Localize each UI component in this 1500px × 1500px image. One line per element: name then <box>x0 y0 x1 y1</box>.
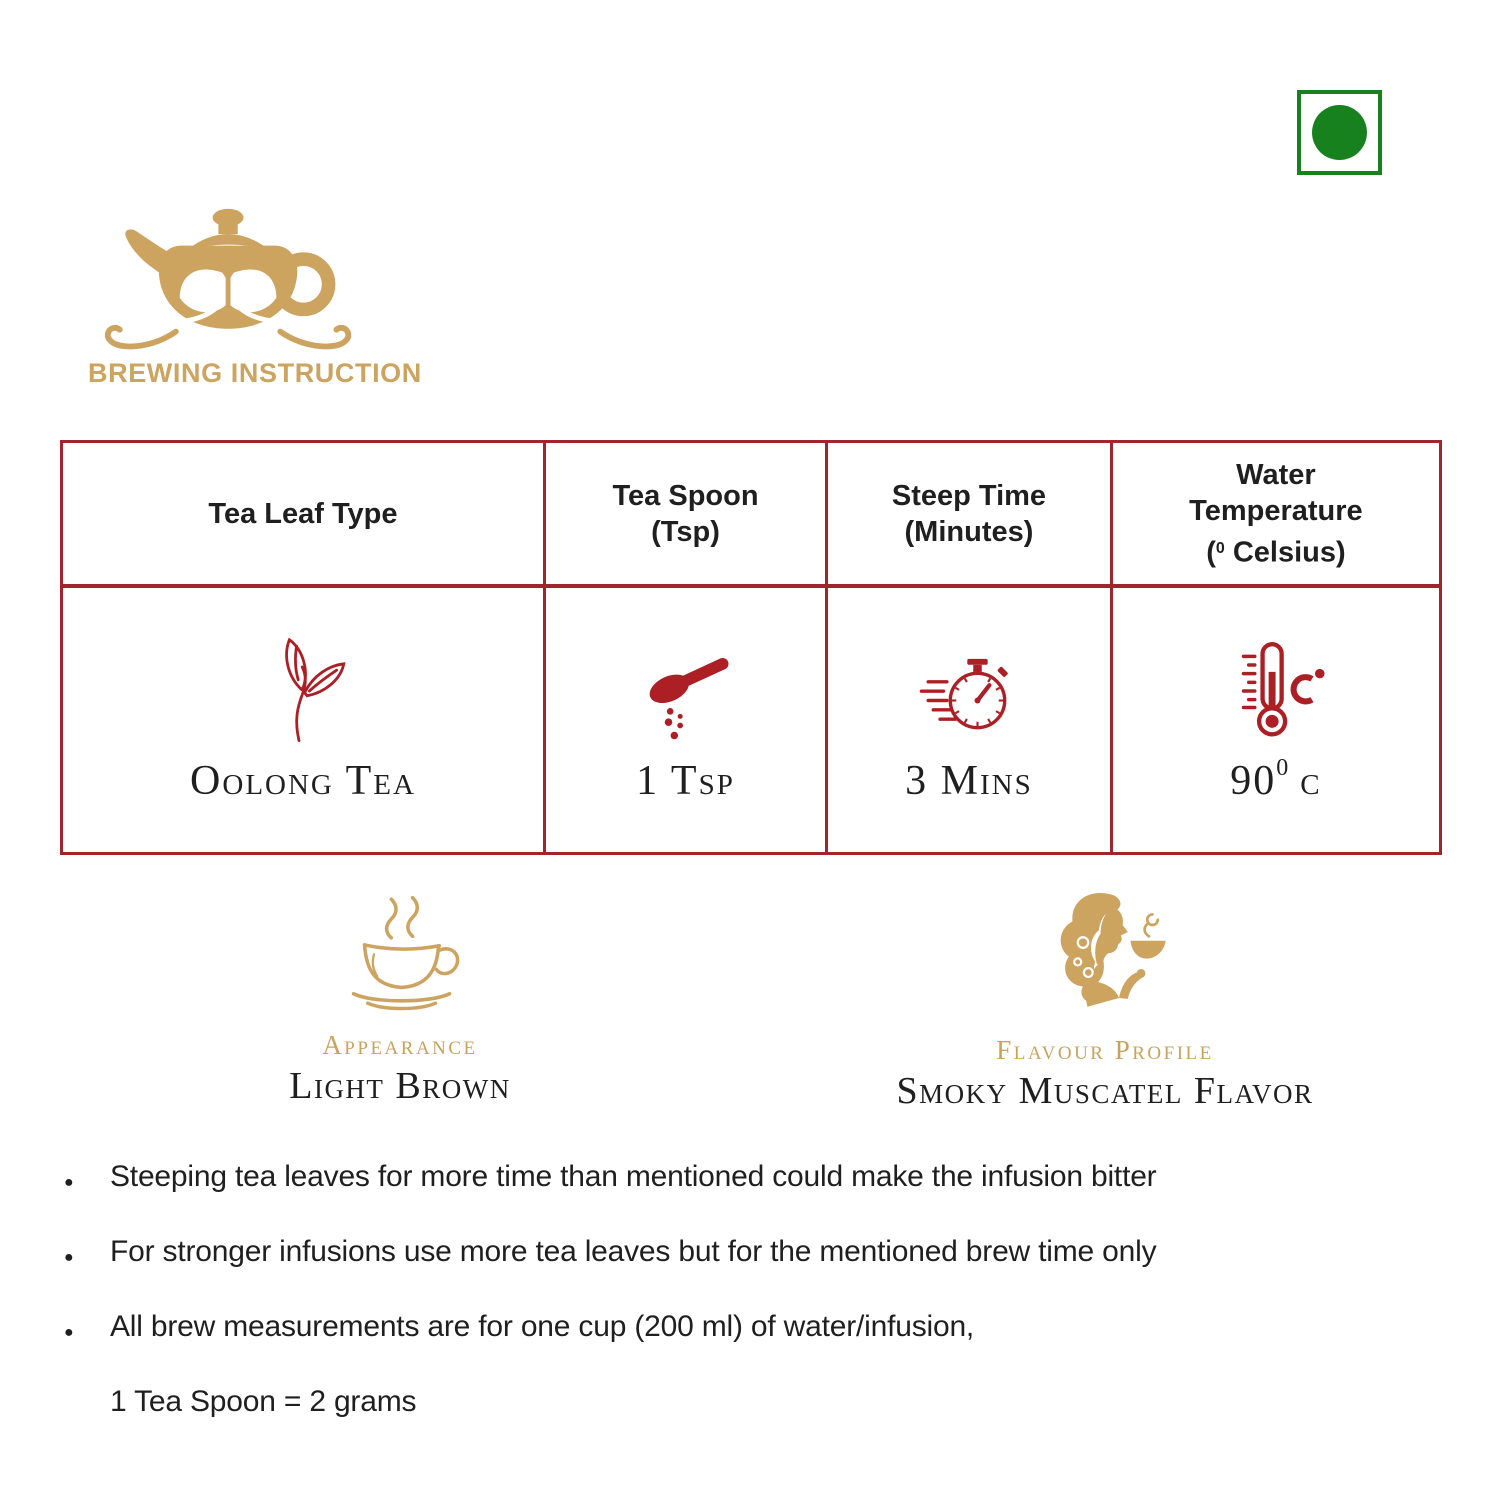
brand-block <box>88 205 422 389</box>
leaf-type-value: Oolong Tea <box>190 758 416 804</box>
header-water-temperature: Water Temperature ($^0$ Celsius) <box>1113 443 1439 588</box>
table-cell-tea-spoon <box>546 588 828 852</box>
header-tea-spoon: Tea Spoon (Tsp) <box>546 443 828 588</box>
flavour-label: Flavour Profile <box>996 1035 1214 1065</box>
note-item: ● Steeping tea leaves for more time than mentioned could make the infusion bitter <box>62 1160 1432 1194</box>
appearance-value: Light Brown <box>289 1065 511 1107</box>
appearance-label: Appearance <box>322 1030 478 1060</box>
water-temperature-value: $90^0$ c <box>1230 755 1322 804</box>
flavour-section <box>835 888 1375 1113</box>
flavour-value: Smoky Muscatel Flavor <box>896 1070 1314 1112</box>
brewing-table <box>60 440 1442 855</box>
table-cell-leaf-type <box>63 588 546 852</box>
tea-spoon-value: 1 Tsp <box>636 758 735 804</box>
appearance-section <box>230 893 570 1108</box>
page-title: BREWING INSTRUCTION <box>88 358 422 388</box>
table-cell-steep-time <box>828 588 1113 852</box>
vegetarian-dot <box>1312 105 1367 160</box>
tea-leaf-icon <box>257 635 349 743</box>
teacup-icon <box>325 893 475 1015</box>
brewing-notes <box>62 1160 1432 1419</box>
woman-sipping-tea-icon <box>1038 888 1172 1020</box>
header-steep-time: Steep Time (Minutes) <box>828 443 1113 588</box>
teapot-logo-icon <box>104 205 356 350</box>
note-item: ● For stronger infusions use more tea leaves but for the mentioned brew time only <box>62 1235 1432 1269</box>
stopwatch-icon <box>918 641 1020 743</box>
note-continuation: 1 Tea Spoon = 2 grams <box>110 1385 417 1418</box>
steep-time-value: 3 Mins <box>905 758 1033 804</box>
teaspoon-icon <box>636 643 736 743</box>
header-tea-leaf-type: Tea Leaf Type <box>63 443 546 588</box>
thermometer-icon <box>1217 639 1335 743</box>
vegetarian-mark-icon <box>1297 90 1382 175</box>
table-cell-water-temperature <box>1113 588 1439 852</box>
note-item: ● All brew measurements are for one cup (200 ml) of water/infusion, <box>62 1310 1432 1344</box>
